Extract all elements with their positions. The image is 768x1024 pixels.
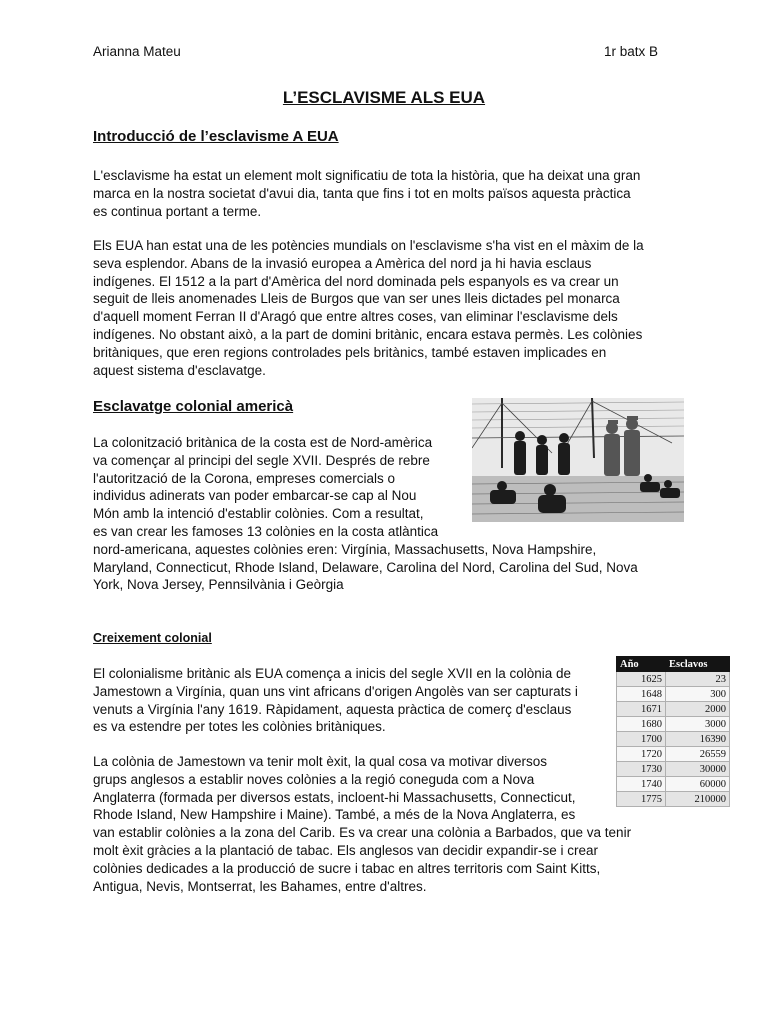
slaves-cell: 60000 — [666, 777, 730, 792]
growth-paragraph-1: El colonialisme britànic als EUA comença a inicis del segle XVII en la colònia de Jamestown a Virgínia, quan uns vint africans d'origen Angolès van ser capturats i venuts a Virgínia l'any 1619. Ràpidament, aquesta pràctica de comerç d'esclaus es va estendre per totes les colònies britàniques. — [93, 666, 578, 735]
slaves-cell: 30000 — [666, 762, 730, 777]
slaves-cell: 300 — [666, 687, 730, 702]
slave-ship-engraving — [472, 398, 684, 522]
table-row — [617, 732, 730, 747]
year-cell: 1730 — [617, 762, 666, 777]
year-cell: 1648 — [617, 687, 666, 702]
growth-paragraph-2: La colònia de Jamestown va tenir molt èxit, la qual cosa va motivar diversos grups anglesos a establir noves colònies a la regió coneguda com a Nova Anglaterra (formada per diversos estats, incloent-hi Massachusetts, Connecticut, Rhode Island, New Hampshire i Maine). També, a més de la Nova Anglaterra, es van establir colònies a la zona del Carib. Es va crear una colònia a Barbados, que va tenir molt èxit gràcies a la plantació de tabac. Els anglesos van decidir expandir-se i crear colònies dedicades a la producció de sucre i tabac en altres territoris com Saint Kitts, Antigua, Nevis, Montserrat, les Bahames, entre d'altres. — [93, 754, 632, 894]
table-row — [617, 762, 730, 777]
table-header-slaves: Esclavos — [666, 657, 730, 672]
year-cell: 1720 — [617, 747, 666, 762]
slaves-cell: 16390 — [666, 732, 730, 747]
author-name: Arianna Mateu — [93, 44, 181, 59]
intro-paragraph-1: L'esclavisme ha estat un element molt significatiu de tota la història, que ha deixat una gran marca en la nostra societat d'avui dia, tanta que fins i tot en molts països aquesta pràctica es continua portant a terme. — [93, 168, 641, 219]
table-row — [617, 717, 730, 732]
table-row — [617, 747, 730, 762]
class-label: 1r batx B — [604, 44, 659, 59]
table-header-year: Año — [617, 657, 666, 672]
section-heading-colonial: Esclavatge colonial americà — [93, 398, 294, 415]
table-row — [617, 792, 730, 807]
table-row — [617, 687, 730, 702]
slaves-cell: 210000 — [666, 792, 730, 807]
slaves-cell: 23 — [666, 672, 730, 687]
section-heading-growth: Creixement colonial — [93, 631, 212, 645]
year-cell: 1680 — [617, 717, 666, 732]
year-cell: 1775 — [617, 792, 666, 807]
year-cell: 1740 — [617, 777, 666, 792]
table-row — [617, 672, 730, 687]
intro-paragraph-2: Els EUA han estat una de les potències mundials on l'esclavisme s'ha vist en el màxim de la seva esplendor. Abans de la invasió europea a Amèrica del nord ja hi havia esclaus indígenes. El 1512 a la part d'Amèrica del nord dominada pels espanyols es va crear un seguit de lleis anomenades Lleis de Burgos que van ser unes lleis dictades pel monarca d'aquell moment Ferran II d'Aragó que entre altres coses, van eliminar l'esclavisme dels indígenes. No obstant això, a la part de domini britànic, encara estava permès. Les colònies britàniques, que eren regions controlades pels britànics, també estaven implicades en aquest sistema d'esclavatge. — [93, 238, 644, 378]
page-title: L’ESCLAVISME ALS EUA — [282, 88, 486, 107]
slaves-cell: 3000 — [666, 717, 730, 732]
table-row — [617, 702, 730, 717]
year-cell: 1700 — [617, 732, 666, 747]
slaves-by-year-table — [616, 656, 730, 807]
slaves-cell: 2000 — [666, 702, 730, 717]
slaves-cell: 26559 — [666, 747, 730, 762]
section-heading-intro: Introducció de l’esclavisme A EUA — [93, 128, 339, 145]
year-cell: 1625 — [617, 672, 666, 687]
colonial-paragraph: La colonització britànica de la costa est de Nord-amèrica va començar al principi del segle XVII. Després de rebre l'autorització de la Corona, empreses comercials o individus adinerats van poder embarcar-se cap al Nou Món amb la intenció d'establir colònies. Com a resultat, es van crear les famoses 13 colònies en la costa atlàntica nord-americana, aquestes colònies eren: Virgínia, Massachusetts, Nova Hampshire, Maryland, Connecticut, Rhode Island, Delaware, Carolina del Nord, Carolina del Sud, Nova York, Nova Jersey, Pennsilvània i Geòrgia — [93, 435, 638, 593]
table-row — [617, 777, 730, 792]
year-cell: 1671 — [617, 702, 666, 717]
